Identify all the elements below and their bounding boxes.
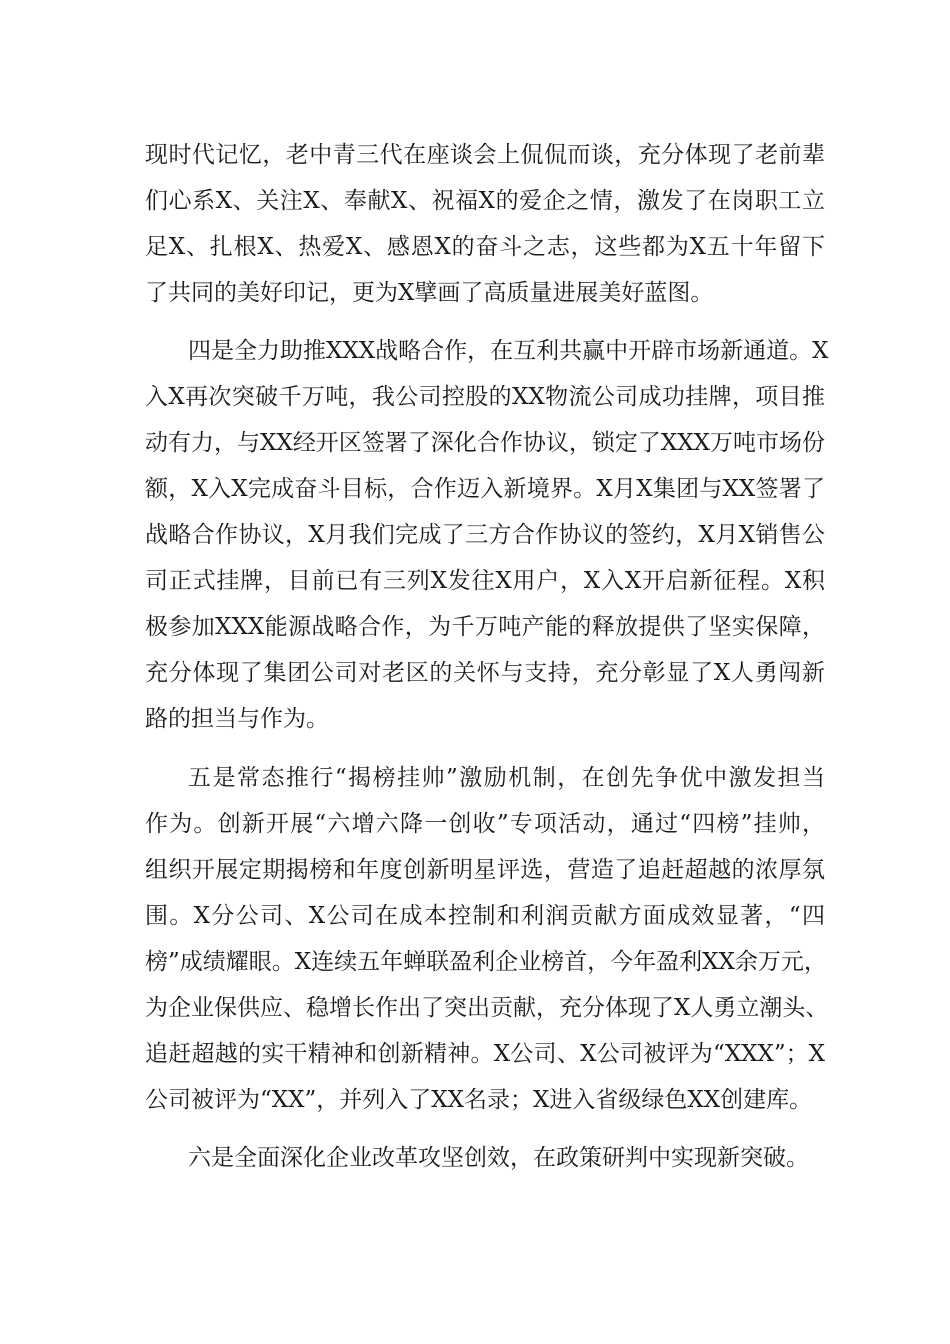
- text-line: 作为。创新开展“六增六降一创收”专项活动，通过“四榜”挂帅，: [145, 811, 825, 837]
- text-line: 公司被评为“XX”，并列入了XX名录；X进入省级绿色XX创建库。: [145, 1087, 813, 1113]
- text-line: 们心系X、关注X、奉献X、祝福X的爱企之情，激发了在岗职工立: [145, 188, 825, 214]
- text-line: 充分体现了集团公司对老区的关怀与支持，充分彰显了X人勇闯新: [145, 660, 825, 686]
- text-line: 为企业保供应、稳增长作出了突出贡献，充分体现了X人勇立潮头、: [145, 995, 829, 1021]
- text-line: 六是全面深化企业改革攻坚创效，在政策研判中实现新突破。: [188, 1145, 809, 1171]
- text-line: 四是全力助推XXX战略合作，在互利共赢中开辟市场新通道。X: [188, 338, 829, 364]
- text-line: 围。X分公司、X公司在成本控制和利润贡献方面成效显著，“四: [145, 903, 825, 929]
- text-line: 榜”成绩耀眼。X连续五年蝉联盈利企业榜首，今年盈利XX余万元，: [145, 949, 827, 975]
- text-line: 额，X入X完成奋斗目标，合作迈入新境界。X月X集团与XX签署了: [145, 476, 825, 502]
- text-line: 路的担当与作为。: [145, 706, 329, 732]
- text-line: 了共同的美好印记，更为X擘画了高质量进展美好蓝图。: [145, 280, 714, 306]
- text-line: 极参加XXX能源战略合作，为千万吨产能的释放提供了坚实保障，: [145, 614, 825, 640]
- text-line: 追赶超越的实干精神和创新精神。X公司、X公司被评为“XXX”；X: [145, 1041, 825, 1067]
- text-line: 五是常态推行“揭榜挂帅”激励机制，在创先争优中激发担当: [188, 765, 825, 791]
- text-line: 司正式挂牌，目前已有三列X发往X用户，X入X开启新征程。X积: [145, 568, 825, 594]
- text-line: 现时代记忆，老中青三代在座谈会上侃侃而谈，充分体现了老前辈: [145, 142, 825, 168]
- text-line: 入X再次突破千万吨，我公司控股的XX物流公司成功挂牌，项目推: [145, 384, 825, 410]
- text-line: 组织开展定期揭榜和年度创新明星评选，营造了追赶超越的浓厚氛: [145, 857, 825, 883]
- text-line: 动有力，与XX经开区签署了深化合作协议，锁定了XXX万吨市场份: [145, 430, 825, 456]
- text-line: 战略合作协议，X月我们完成了三方合作协议的签约，X月X销售公: [145, 522, 825, 548]
- text-line: 足X、扎根X、热爱X、感恩X的奋斗之志，这些都为X五十年留下: [145, 234, 825, 260]
